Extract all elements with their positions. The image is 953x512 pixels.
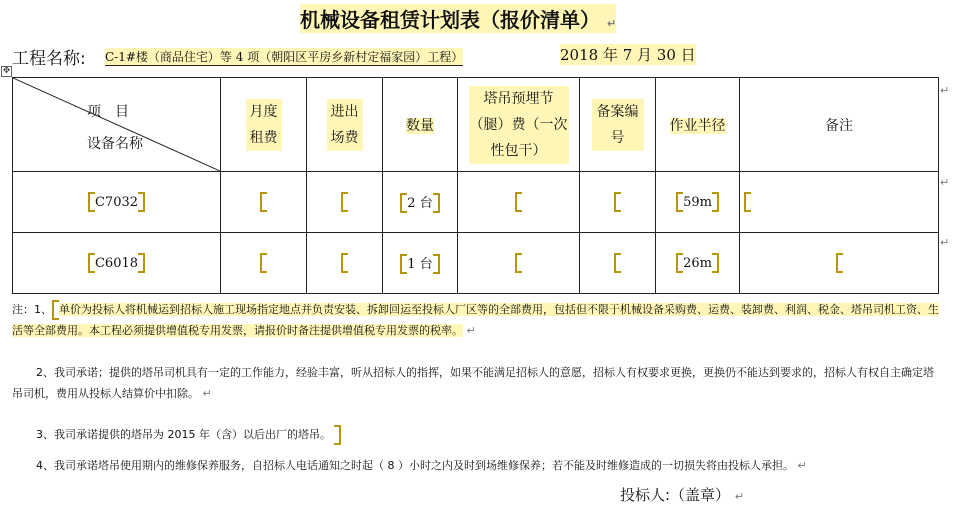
document-date: 2018 年 7 月 30 日: [560, 46, 696, 64]
header-tower-section-fee: 塔吊预埋节（腿）费（一次性包干）: [458, 78, 580, 172]
entry-exit-fee-cell[interactable]: [307, 233, 383, 294]
bidder-signature: 投标人:（盖章） ↵: [620, 486, 745, 504]
paragraph-mark-icon: ↵: [940, 84, 950, 97]
quantity-cell: 1 台: [383, 233, 458, 294]
equipment-rental-table: [12, 77, 939, 294]
header-entry-exit-fee: 进出场费: [307, 78, 383, 172]
equipment-name-cell: C6018: [13, 233, 221, 294]
note-1: 注：1、 单价为投标人将机械运到招标人施工现场指定地点并负责安装、拆卸回运至投标人厂区等的全部费用，包括但不限于机械设备采购费、运费、装卸费、利润、税金、塔吊司机工资、生活等全部费用。本工程必须提供增值税专用发票，请报价时备注提供增值税专用发票的税率。 ↵: [12, 299, 942, 341]
table-row: [13, 172, 939, 233]
document-title: 机械设备租赁计划表（报价清单） ↵: [300, 4, 616, 33]
quantity-cell: 2 台: [383, 172, 458, 233]
entry-exit-fee-cell[interactable]: [307, 172, 383, 233]
tower-section-fee-cell[interactable]: [458, 233, 580, 294]
header-monthly-rent: 月度租费: [221, 78, 307, 172]
work-radius-cell: 26m: [656, 233, 740, 294]
header-equipment-name-label: 设备名称: [87, 136, 143, 152]
tower-section-fee-cell[interactable]: [458, 172, 580, 233]
header-quantity: 数量: [383, 78, 458, 172]
table-header-row: [13, 78, 939, 172]
record-number-cell[interactable]: [580, 172, 656, 233]
work-radius-cell: 59m: [656, 172, 740, 233]
header-remarks: 备注: [740, 78, 939, 172]
table-row: [13, 233, 939, 294]
note-4: 4、我司承诺塔吊使用期内的维修保养服务，自招标人电话通知之时起（ 8 ）小时之内及时到场维修保养；若不能及时维修造成的一切损失将由投标人承担。 ↵: [36, 459, 807, 472]
paragraph-mark-icon: ↵: [940, 176, 950, 189]
table-move-handle-icon[interactable]: ✥: [2, 66, 11, 76]
project-label: 工程名称:: [12, 49, 86, 69]
header-record-number: 备案编号: [580, 78, 656, 172]
paragraph-mark-icon: ↵: [940, 236, 950, 249]
project-name: C-1#楼（商品住宅）等 4 项（朝阳区平房乡新村定福家园）工程）: [105, 50, 464, 64]
equipment-name-cell: C7032: [13, 172, 221, 233]
monthly-rent-cell[interactable]: [221, 172, 307, 233]
header-item-label: 项 目: [87, 104, 129, 120]
diagonal-header-cell: [13, 78, 221, 172]
remarks-cell[interactable]: [740, 172, 939, 233]
diagonal-line: [13, 78, 220, 171]
monthly-rent-cell[interactable]: [221, 233, 307, 294]
note-3: 3、我司承诺提供的塔吊为 2015 年（含）以后出厂的塔吊。: [12, 424, 942, 445]
header-work-radius: 作业半径: [656, 78, 740, 172]
remarks-cell[interactable]: [740, 233, 939, 294]
note-2: 2、我司承诺；提供的塔吊司机具有一定的工作能力，经验丰富，听从招标人的指挥，如果不能满足招标人的意愿，招标人有权要求更换，更换仍不能达到要求的，招标人有权自主确定塔吊司机，费用从投标人结算价中扣除。 ↵: [12, 366, 934, 400]
record-number-cell[interactable]: [580, 233, 656, 294]
